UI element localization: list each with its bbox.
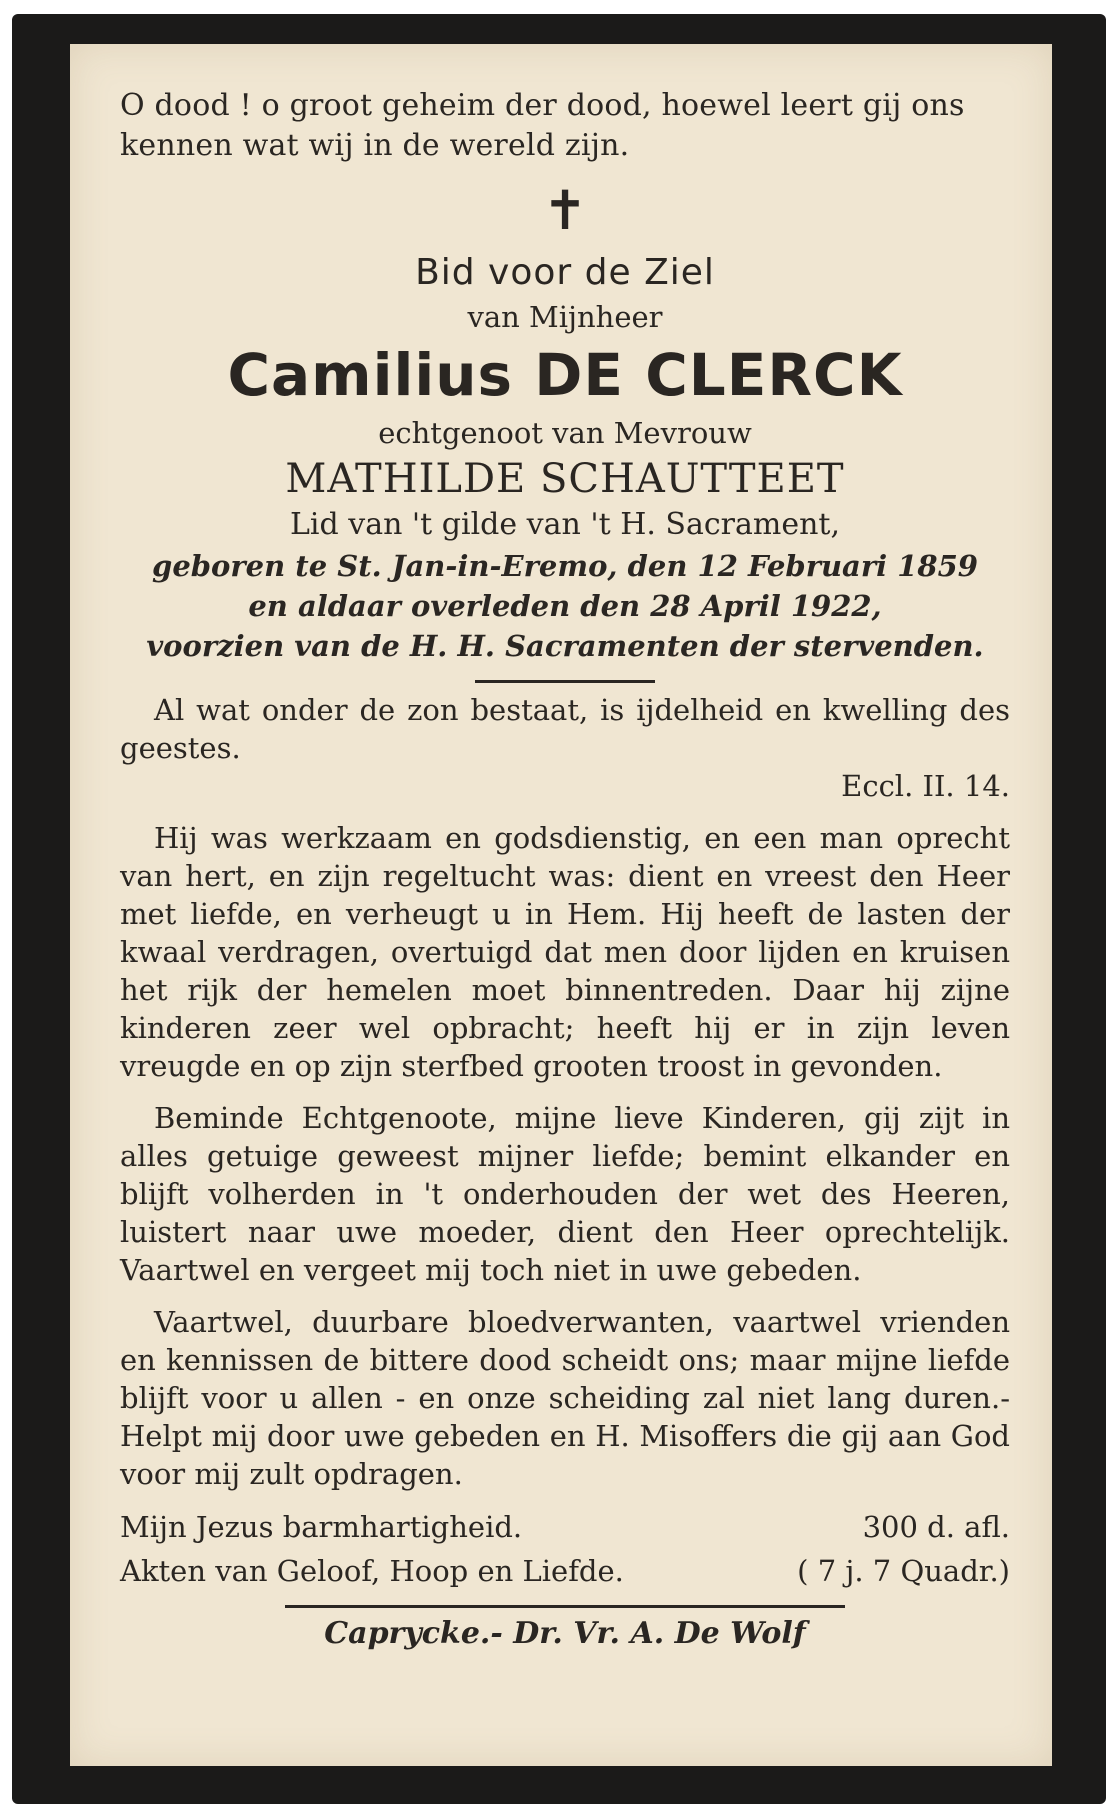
cross-icon: ✝ [542, 179, 588, 242]
epigraph: O dood ! o groot geheim der dood, hoewel leert gij ons kennen wat wij in de wereld zijn. [120, 88, 965, 163]
card-content [120, 86, 1010, 1654]
paragraph-3: Vaartwel, duurbare bloedverwanten, vaartwel vrienden en kennissen de bittere dood scheidt ons; maar mijne liefde blijft voor u allen - en onze scheiding zal niet lang duren.- Helpt mij door uwe gebeden en H. Misoffers die gij aan God voor mij zult opdragen. [120, 1305, 1010, 1491]
memorial-card [12, 14, 1106, 1804]
mijnheer-line: van Mijnheer [467, 300, 663, 334]
paragraph-1: Hij was werkzaam en godsdienstig, en een man oprecht van hert, en zijn regeltucht was: dient en vreest den Heer met liefde, en verheugt u in Hem. Hij heeft de lasten der kwaal verdragen, overtuigd dat men door lijden en kruisen het rijk der hemelen moet binnentreden. Daar hij zijne kinderen zeer wel opbracht; heeft hij er in zijn leven vreugde en op zijn sterfbed grooten troost in gevonden. [120, 821, 1010, 1083]
death-line: en aldaar overleden den 28 April 1922, [248, 589, 882, 623]
divider-short [475, 680, 655, 683]
printer-credit: Caprycke.- Dr. Vr. A. De Wolf [324, 1616, 806, 1651]
quote-reference: Eccl. II. 14. [841, 769, 1010, 803]
quote-text: Al wat onder de zon bestaat, is ijdelheid en kwelling des geestes. [120, 693, 1010, 765]
paragraph-2: Beminde Echtgenoote, mijne lieve Kinderen, gij zijt in alles getuige geweest mijner liefde; bemint elkander en blijft volherden in 't onderhouden der wet des Heeren, luistert naar uwe moeder, dient den Heer oprechtelijk. Vaartwel en vergeet mij toch niet in uwe gebeden. [120, 1101, 1010, 1287]
spouse-label: echtgenoot van Mevrouw [378, 416, 752, 450]
indulgence-value: 300 d. afl. [862, 1510, 1010, 1544]
divider-long [285, 1605, 845, 1608]
indulgence-value: ( 7 j. 7 Quadr.) [797, 1554, 1010, 1588]
indulgence-prayer: Akten van Geloof, Hoop en Liefde. [120, 1554, 624, 1588]
quote-reference-row [120, 767, 1010, 805]
indulgence-row [120, 1507, 1010, 1547]
spouse-name: MATHILDE SCHAUTTEET [285, 456, 845, 502]
card-paper [70, 44, 1052, 1766]
birth-line: geboren te St. Jan-in-Eremo, den 12 Februari 1859 [152, 549, 978, 583]
pray-line: Bid voor de Ziel [415, 252, 715, 293]
deceased-name: Camilius DE CLERCK [227, 341, 903, 409]
sacraments-line: voorzien van de H. H. Sacramenten der stervenden. [146, 629, 984, 663]
indulgence-prayer: Mijn Jezus barmhartigheid. [120, 1510, 523, 1544]
indulgence-row [120, 1551, 1010, 1591]
guild-line: Lid van 't gilde van 't H. Sacrament, [289, 507, 841, 542]
